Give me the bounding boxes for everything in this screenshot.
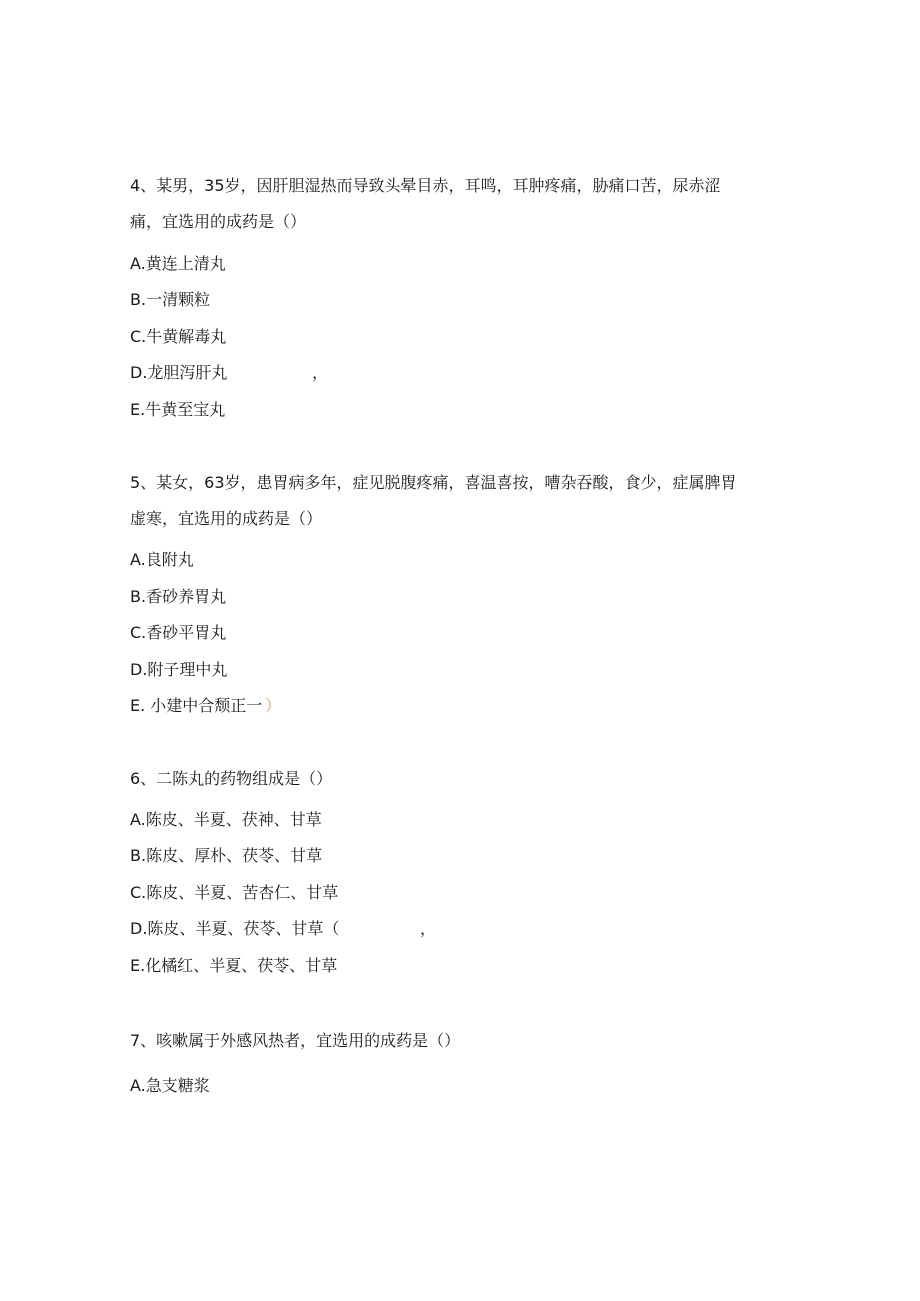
question-6-option-b: B.陈皮、厚朴、茯苓、甘草 (130, 846, 323, 865)
question-4-option-d: D.龙胆泻肝丸 (130, 363, 228, 382)
question-4-option-b: B.一清颗粒 (130, 290, 211, 309)
question-6-option-c: C.陈皮、半夏、苦杏仁、甘草 (130, 883, 339, 902)
question-4-stem-line-1: 4、某男，35岁，因肝胆湿热而导致头晕目赤，耳鸣，耳肿疼痛，胁痛口苦，尿赤涩 (130, 176, 721, 195)
question-4-stray-mark: ， (312, 363, 329, 382)
question-6-option-d: D.陈皮、半夏、茯苓、甘草（ (130, 919, 340, 938)
question-7-option-a: A.急支糖浆 (130, 1076, 210, 1095)
question-4-option-a: A.黄连上清丸 (130, 254, 226, 273)
question-6-stray-mark: ， (420, 919, 437, 938)
question-5-stray-mark: ） (265, 696, 282, 715)
question-6-option-a: A.陈皮、半夏、茯神、甘草 (130, 810, 322, 829)
question-5-option-a: A.良附丸 (130, 550, 194, 569)
question-5-option-e: E. 小建中合颓正一 (130, 696, 263, 715)
question-4-option-c: C.牛黄解毒丸 (130, 327, 227, 346)
question-4-option-e: E.牛黄至宝丸 (130, 400, 226, 419)
question-6-option-e: E.化橘红、半夏、茯苓、甘草 (130, 956, 338, 975)
question-5-stem-line-1: 5、某女，63岁，患胃病多年，症见脱腹疼痛，喜温喜按，嘈杂吞酸，食少，症属脾胃 (130, 473, 737, 492)
question-5-option-d: D.附子理中丸 (130, 660, 228, 679)
question-4-stem-line-2: 痛，宜选用的成药是（） (130, 212, 307, 231)
question-5-option-c: C.香砂平胃丸 (130, 623, 227, 642)
question-5-option-b: B.香砂养胃丸 (130, 587, 227, 606)
question-5-stem-line-2: 虚寒，宜选用的成药是（） (130, 509, 323, 528)
question-7-stem: 7、咳嗽属于外感风热者，宜选用的成药是（） (130, 1031, 461, 1050)
question-6-stem: 6、二陈丸的药物组成是（） (130, 769, 333, 788)
